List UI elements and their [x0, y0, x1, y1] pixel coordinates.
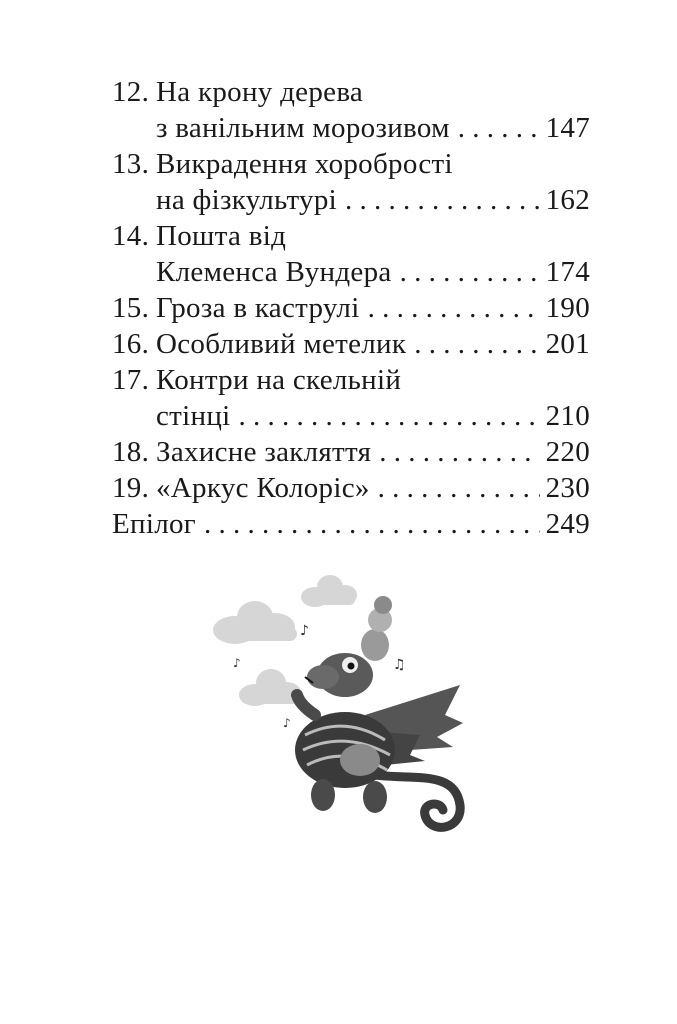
entry-number: 15.: [112, 292, 150, 324]
entry-title: Особливий метелик: [156, 328, 407, 360]
entry-title: на фізкультурі: [156, 184, 337, 216]
dot-leader: [239, 398, 540, 434]
dot-leader: [414, 326, 539, 362]
entry-number: 16.: [112, 328, 150, 360]
entry-page: 190: [545, 292, 590, 324]
toc-entry-17-cont[interactable]: [112, 398, 590, 434]
entry-title: Епілог: [112, 508, 196, 540]
dot-leader: [458, 110, 540, 146]
entry-title: стінці: [156, 400, 231, 432]
svg-text:♫: ♫: [393, 657, 406, 673]
cloud-icon: [301, 575, 357, 607]
svg-text:♪: ♪: [283, 716, 291, 730]
entry-title: Пошта від: [156, 220, 287, 252]
dragon-tail: [375, 775, 460, 827]
entry-number: 14.: [112, 220, 150, 252]
toc-entry-19[interactable]: [112, 470, 590, 506]
entry-page: 162: [545, 184, 590, 216]
entry-page: 174: [545, 256, 590, 288]
entry-number: 17.: [112, 364, 150, 396]
toc-entry-14-cont[interactable]: [112, 254, 590, 290]
entry-page: 249: [545, 508, 590, 540]
dot-leader: [368, 290, 540, 326]
entry-title: Викрадення хоробрості: [156, 148, 453, 180]
toc-entry-epilog[interactable]: [112, 506, 590, 542]
entry-title: На крону дерева: [156, 76, 364, 108]
entry-number: 19.: [112, 472, 150, 504]
entry-number: 18.: [112, 436, 150, 468]
dot-leader: [345, 182, 540, 218]
svg-text:♪: ♪: [233, 656, 241, 670]
toc-entry-15[interactable]: [112, 290, 590, 326]
entry-number: 12.: [112, 76, 150, 108]
entry-page: 210: [545, 400, 590, 432]
entry-number: 13.: [112, 148, 150, 180]
entry-title: «Аркус Колоріс»: [156, 472, 370, 504]
entry-title: Гроза в каструлі: [156, 292, 360, 324]
dot-leader: [400, 254, 540, 290]
toc-entry-14[interactable]: [112, 218, 590, 254]
svg-text:♪: ♪: [300, 623, 309, 639]
cloud-icon: [213, 601, 297, 644]
dragon-with-clouds-illustration: [205, 565, 505, 865]
table-of-contents: [112, 74, 590, 542]
toc-entry-18[interactable]: [112, 434, 590, 470]
entry-page: 147: [545, 112, 590, 144]
toc-entry-12-cont[interactable]: [112, 110, 590, 146]
cloud-icon: [239, 669, 301, 706]
entry-page: 220: [545, 436, 590, 468]
entry-title: Контри на скельній: [156, 364, 402, 396]
entry-title: Клеменса Вундера: [156, 256, 392, 288]
dragon-head: [305, 653, 373, 697]
dot-leader: [379, 434, 539, 470]
entry-page: 201: [545, 328, 590, 360]
dot-leader: [204, 506, 540, 542]
dot-leader: [378, 470, 540, 506]
entry-page: 230: [545, 472, 590, 504]
toc-entry-12[interactable]: [112, 74, 590, 110]
entry-title: з ванільним морозивом: [156, 112, 450, 144]
rider-figure: [361, 596, 392, 661]
toc-entry-16[interactable]: [112, 326, 590, 362]
toc-entry-13-cont[interactable]: [112, 182, 590, 218]
entry-title: Захисне закляття: [156, 436, 372, 468]
dragon-illustration-svg: [205, 565, 505, 865]
toc-entry-13[interactable]: [112, 146, 590, 182]
toc-entry-17[interactable]: [112, 362, 590, 398]
